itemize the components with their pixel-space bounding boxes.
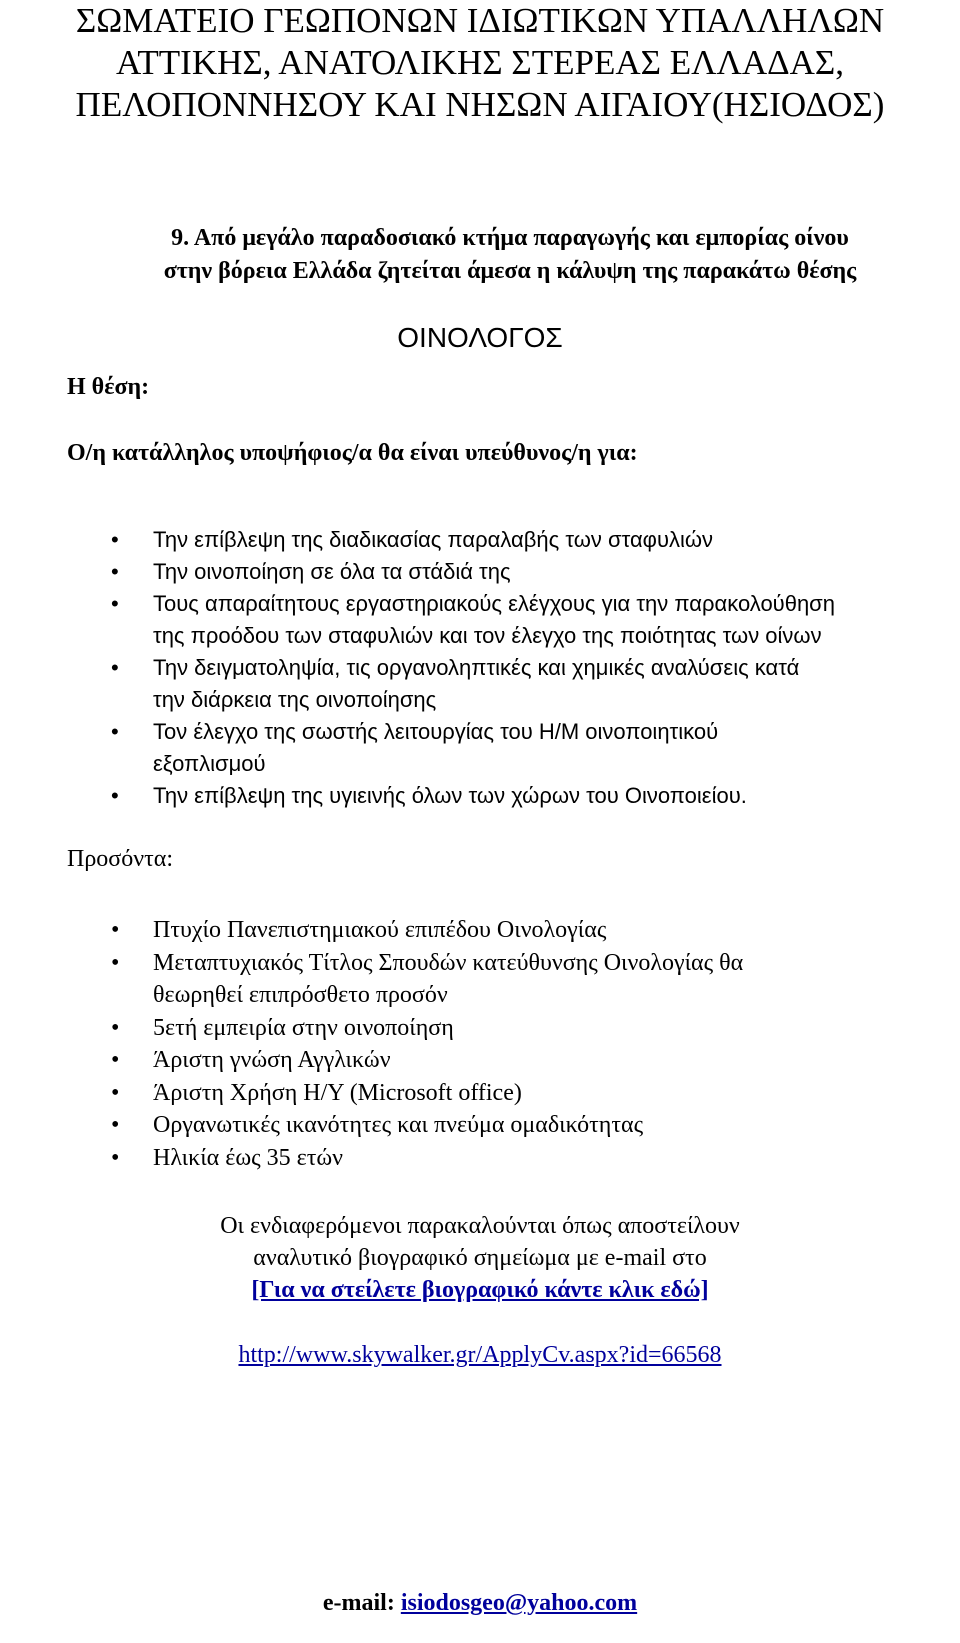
send-cv-link[interactable]: [Για να στείλετε βιογραφικό κάντε κλικ εδώ] xyxy=(251,1277,709,1303)
position-title: ΟΙΝΟΛΟΓΟΣ xyxy=(397,322,563,353)
org-title-line-2: ΑΤΤΙΚΗΣ, ΑΝΑΤΟΛΙΚΗΣ ΣΤΕΡΕΑΣ ΕΛΛΑΔΑΣ, xyxy=(115,43,845,82)
footer-email xyxy=(0,1590,960,1617)
responsibilities-list xyxy=(65,524,935,812)
list-item: • Τον έλεγχο της σωστής λειτουργίας του Η/Μ οινοποιητικού εξοπλισμού xyxy=(65,716,935,780)
list-item: • Την δειγματοληψία, τις οργανοληπτικές και χημικές αναλύσεις κατά την διάρκεια της οινοποίησης xyxy=(65,652,935,716)
job-intro-line-2: στην βόρεια Ελλάδα ζητείται άμεσα η κάλυψη της παρακάτω θέσης xyxy=(163,258,857,284)
list-item: • Την επίβλεψη της διαδικασίας παραλαβής των σταφυλιών xyxy=(65,524,935,556)
apply-url-link[interactable]: http://www.skywalker.gr/ApplyCv.aspx?id=66568 xyxy=(238,1342,722,1368)
responsibilities-heading: Ο/η κατάλληλος υποψήφιος/α θα είναι υπεύθυνος/η για: xyxy=(67,440,638,466)
list-item: • Οργανωτικές ικανότητες και πνεύμα ομαδικότητας xyxy=(65,1109,935,1142)
qualifications-heading: Προσόντα: xyxy=(67,846,173,872)
list-item: • Άριστη Χρήση Η/Υ (Microsoft office) xyxy=(65,1077,935,1110)
list-item: • Ηλικία έως 35 ετών xyxy=(65,1142,935,1175)
contact-instructions xyxy=(0,1210,960,1306)
list-item: • 5ετή εμπειρία στην οινοποίηση xyxy=(65,1012,935,1045)
position-label: Η θέση: xyxy=(67,374,150,400)
list-item: • Την οινοποίηση σε όλα τα στάδιά της xyxy=(65,556,935,588)
list-item: • Μεταπτυχιακός Τίτλος Σπουδών κατεύθυνσης Οινολογίας θα θεωρηθεί επιπρόσθετο προσόν xyxy=(65,947,935,1012)
email-link[interactable]: isiodosgeo@yahoo.com xyxy=(400,1590,638,1616)
contact-line-2: αναλυτικό βιογραφικό σημείωμα με e-mail στο xyxy=(253,1245,707,1271)
list-item: • Την επίβλεψη της υγιεινής όλων των χώρων του Οινοποιείου. xyxy=(65,780,935,812)
apply-url-container xyxy=(0,1342,960,1369)
organization-title xyxy=(0,0,960,126)
org-title-line-3: ΠΕΛΟΠΟΝΝΗΣΟΥ ΚΑΙ ΝΗΣΩΝ ΑΙΓΑΙΟΥ(ΗΣΙΟΔΟΣ) xyxy=(75,85,885,124)
qualifications-list xyxy=(65,914,935,1174)
list-item: • Πτυχίο Πανεπιστημιακού επιπέδου Οινολογίας xyxy=(65,914,935,947)
job-intro xyxy=(95,222,925,288)
list-item: • Άριστη γνώση Αγγλικών xyxy=(65,1044,935,1077)
list-item: • Τους απαραίτητους εργαστηριακούς ελέγχους για την παρακολούθηση της προόδου των σταφυλιών και τον έλεγχο της ποιότητας των οίνων xyxy=(65,588,935,652)
contact-line-1: Οι ενδιαφερόμενοι παρακαλούνται όπως αποστείλουν xyxy=(220,1213,740,1239)
org-title-line-1: ΣΩΜΑΤΕΙΟ ΓΕΩΠΟΝΩΝ ΙΔΙΩΤΙΚΩΝ ΥΠΑΛΛΗΛΩΝ xyxy=(75,1,885,40)
job-intro-line-1: 9. Από μεγάλο παραδοσιακό κτήμα παραγωγής και εμπορίας οίνου xyxy=(171,225,849,251)
email-label: e-mail: xyxy=(322,1590,395,1616)
